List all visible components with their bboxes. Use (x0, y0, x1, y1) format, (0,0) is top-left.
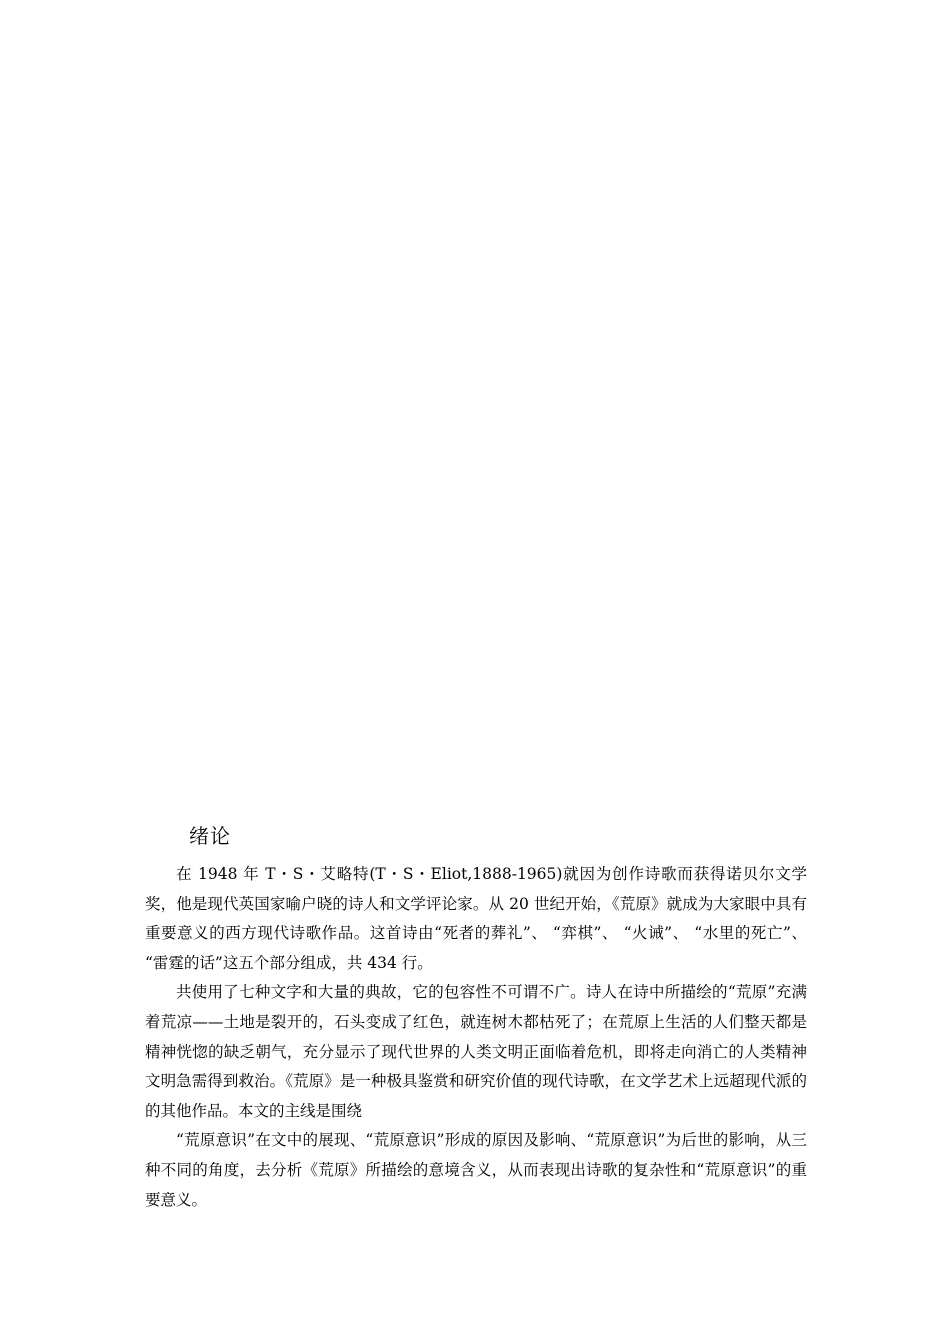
paragraph-1: 在 1948 年 T・S・艾略特(T・S・Eliot,1888-1965)就因为创作诗歌而获得诺贝尔文学奖，他是现代英国家喻户晓的诗人和文学评论家。从 20 世纪开始，《荒原》就成为大家眼中具有重要意义的西方现代诗歌作品。这首诗由“死者的葬礼”、 “弈棋”、 “火诫”、 “水里的死亡”、 “雷霆的话”这五个部分组成，共 434 行。 (145, 865, 807, 972)
paragraph-2: 共使用了七种文字和大量的典故，它的包容性不可谓不广。诗人在诗中所描绘的“荒原”充满着荒凉——土地是裂开的，石头变成了红色，就连树木都枯死了；在荒原上生活的人们整天都是精神恍惚的缺乏朝气，充分显示了现代世界的人类文明正面临着危机，即将走向消亡的人类精神文明急需得到救治。《荒原》是一种极具鉴赏和研究价值的现代诗歌，在文学艺术上远超现代派的的其他作品。本文的主线是围绕 (145, 983, 807, 1120)
body-text (145, 860, 807, 1215)
paragraph-3: “荒原意识”在文中的展现、“荒原意识”形成的原因及影响、“荒原意识”为后世的影响，从三种不同的角度，去分析《荒原》所描绘的意境含义，从而表现出诗歌的复杂性和“荒原意识”的重要意义。 (145, 1131, 807, 1209)
section-heading: 绪论 (189, 824, 231, 848)
